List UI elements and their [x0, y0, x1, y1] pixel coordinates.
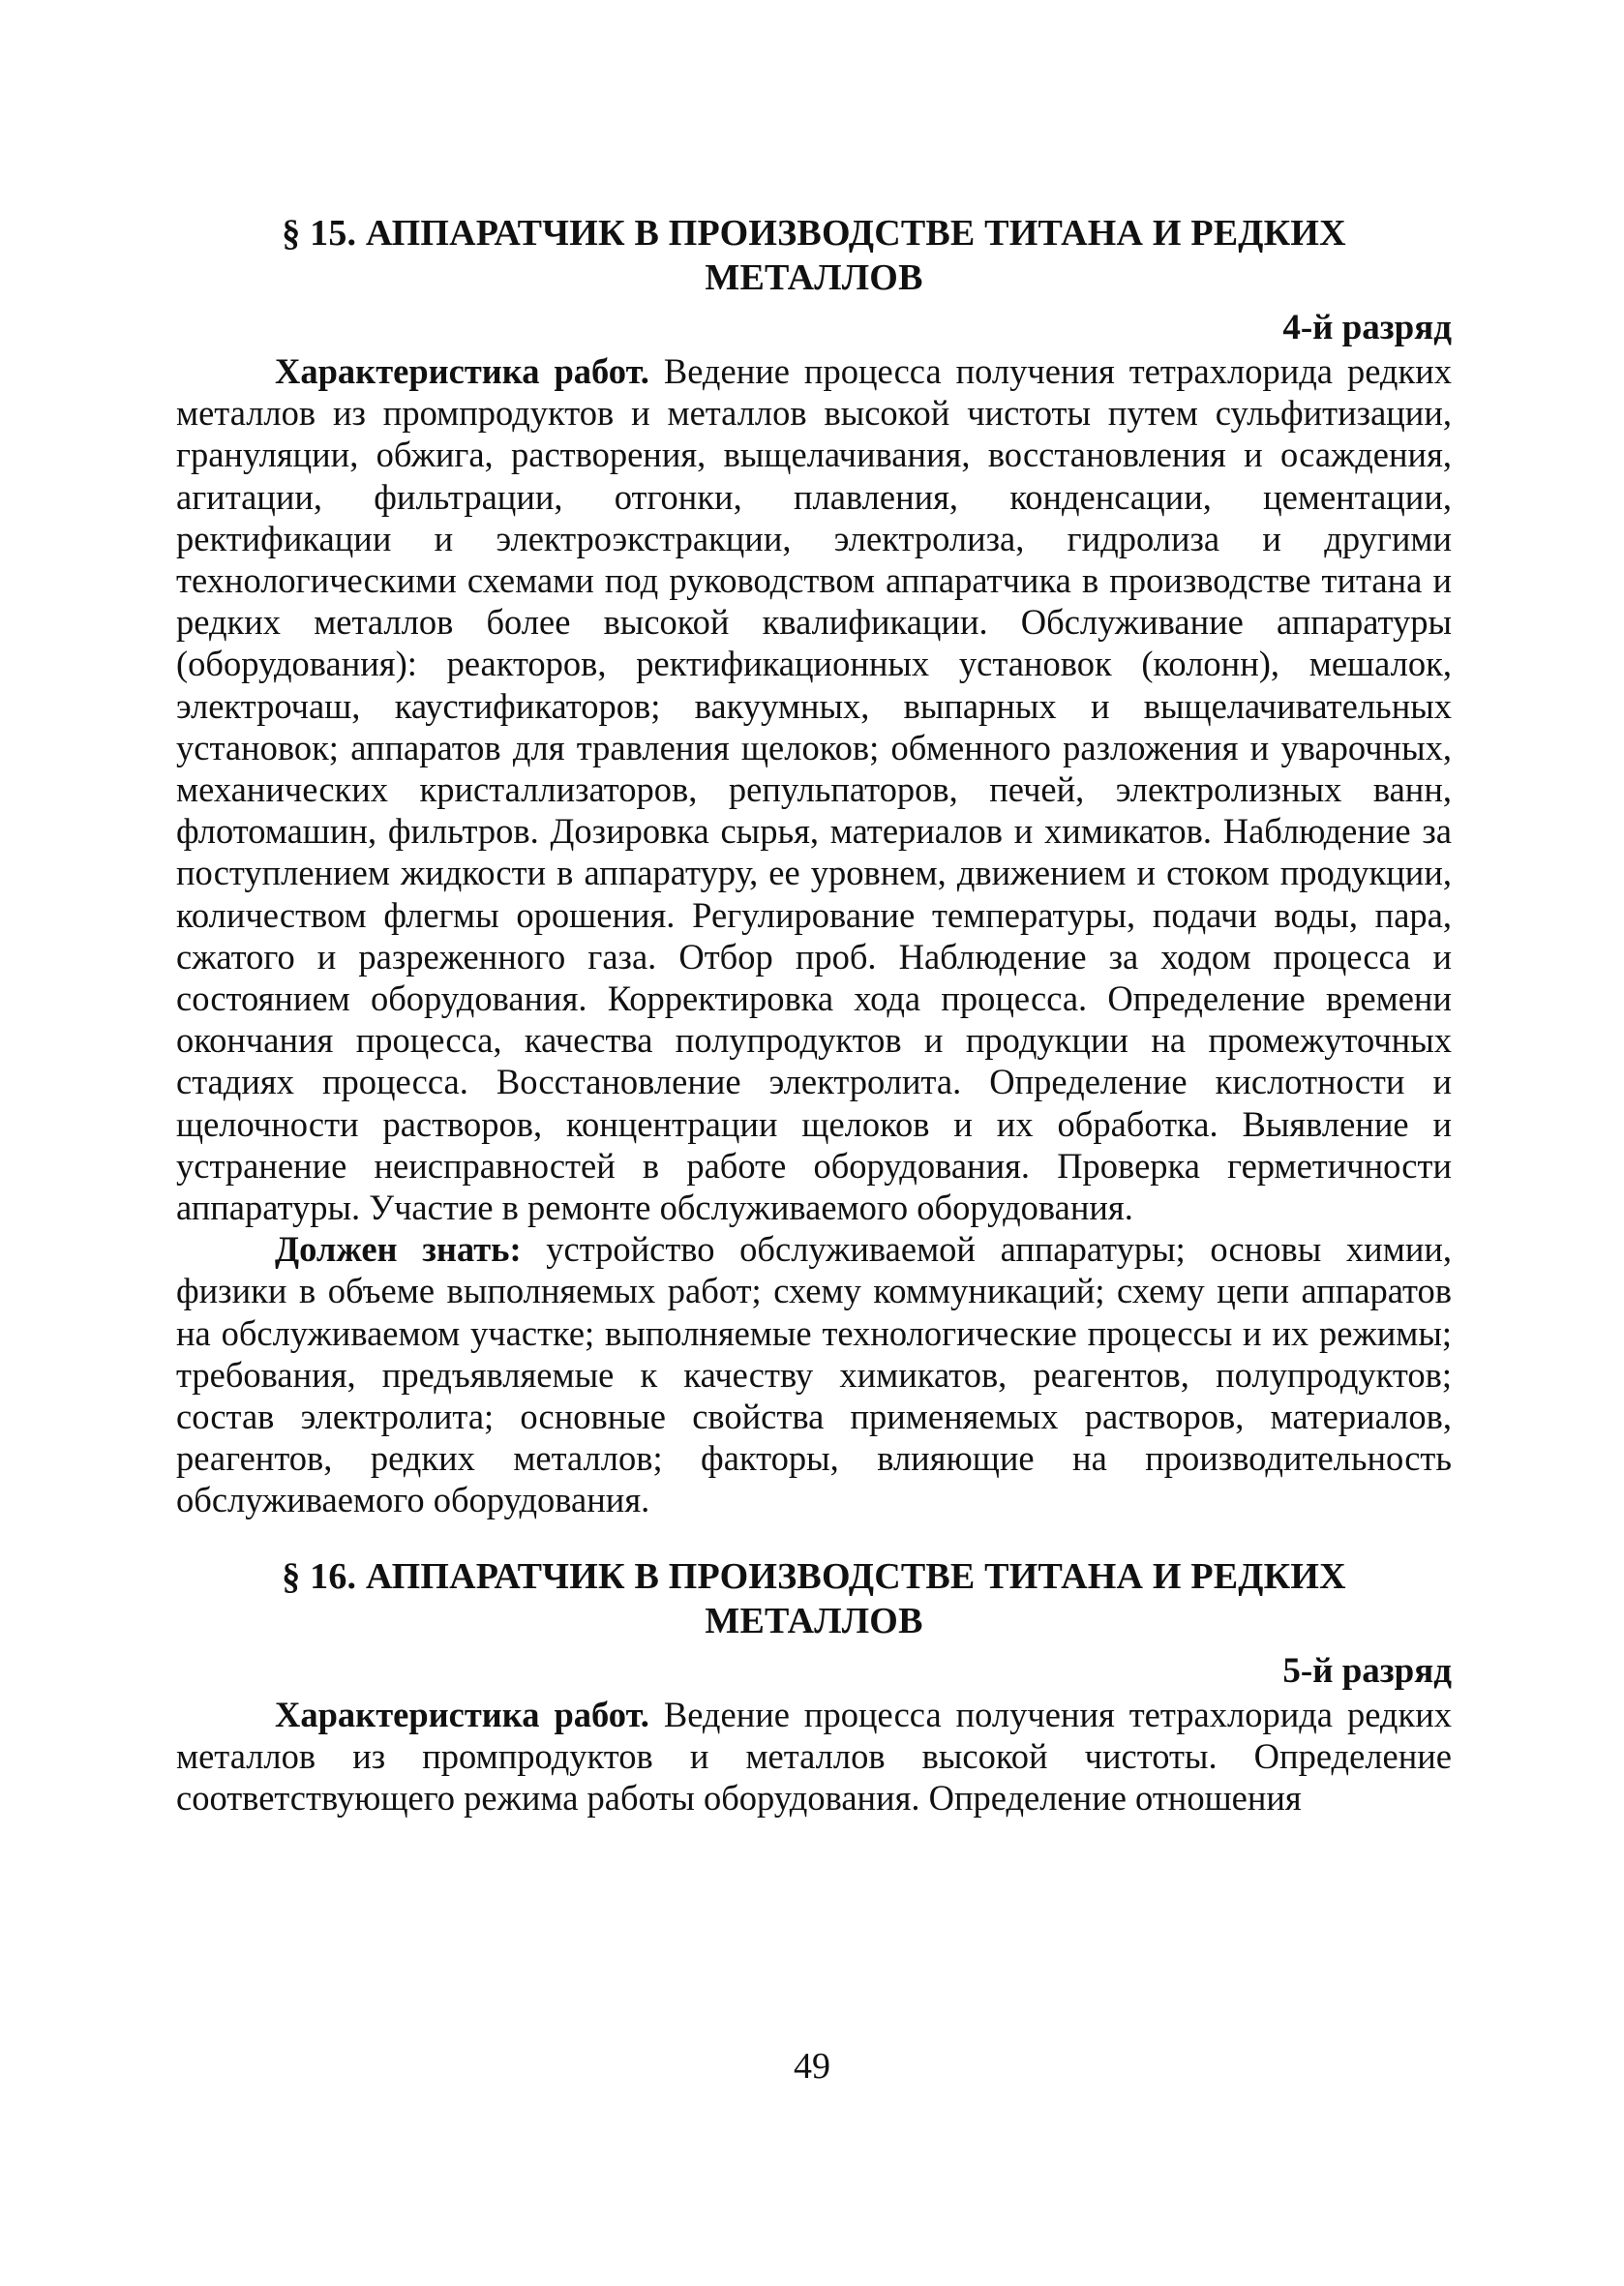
characteristic-label: Характеристика работ. [275, 351, 649, 391]
characteristic-label: Характеристика работ. [275, 1694, 649, 1734]
characteristic-text: Ведение процесса получения тетрахлорида редких металлов из промпродуктов и металлов высокой чистоты. Определение соответствующего режима работы оборудования. Определение отношения [176, 1694, 1453, 1819]
section-title-line2: МЕТАЛЛОВ [705, 257, 923, 298]
page-number: 49 [794, 2046, 830, 2087]
section-15 [176, 211, 1452, 1521]
knowledge-label: Должен знать: [275, 1229, 522, 1270]
section-title-line1: § 16. АППАРАТЧИК В ПРОИЗВОДСТВЕ ТИТАНА И РЕДКИХ [282, 1555, 1346, 1597]
page-content [176, 211, 1452, 1819]
section-16 [176, 1554, 1452, 1820]
section-title [176, 1554, 1452, 1643]
grade-label: 4-й разряд [1282, 308, 1452, 347]
knowledge-paragraph [176, 1228, 1452, 1520]
characteristic-paragraph [176, 1694, 1452, 1820]
section-title-line2: МЕТАЛЛОВ [705, 1600, 923, 1641]
grade-label: 5-й разряд [1282, 1650, 1452, 1691]
characteristic-paragraph [176, 350, 1452, 1228]
section-title-line1: § 15. АППАРАТЧИК В ПРОИЗВОДСТВЕ ТИТАНА И РЕДКИХ [282, 213, 1346, 254]
section-title [176, 211, 1452, 300]
characteristic-text: Ведение процесса получения тетрахлорида редких металлов из промпродуктов и металлов высокой чистоты путем сульфитизации, грануляции, обжига, растворения, выщелачивания, восстановления и осаждения, агитации, фильтрации, отгонки, плавления, конденсации, цементации, ректификации и электроэкстракции, электролиза, гидролиза и другими технологическими схемами под руководством аппаратчика в производстве титана и редких металлов более высокой квалификации. Обслуживание аппаратуры (оборудования): реакторов, ректификационных установок (колонн), мешалок, электрочаш, каустификаторов; вакуумных, выпарных и выщелачивательных установок; аппаратов для травления щелоков; обменного разложения и уварочных, механических кристаллизаторов, репульпаторов, печей, электролизных ванн, флотомашин, фильтров. Дозировка сырья, материалов и химикатов. Наблюдение за поступлением жидкости в аппаратуру, ее уровнем, движением и стоком продукции, количеством флегмы орошения. Регулирование температуры, подачи воды, пара, сжатого и разреженного газа. Отбор проб. Наблюдение за ходом процесса и состоянием оборудования. Корректировка хода процесса. Определение времени окончания процесса, качества полупродуктов и продукции на промежуточных стадиях процесса. Восстановление электролита. Определение кислотности и щелочности растворов, концентрации щелоков и их обработка. Выявление и устранение неисправностей в работе оборудования. Проверка герметичности аппаратуры. Участие в ремонте обслуживаемого оборудования. [176, 351, 1453, 1228]
knowledge-text: устройство обслуживаемой аппаратуры; основы химии, физики в объеме выполняемых работ; схему коммуникаций; схему цепи аппаратов на обслуживаемом участке; выполняемые технологические процессы и их режимы; требования, предъявляемые к качеству химикатов, реагентов, полупродуктов; состав электролита; основные свойства применяемых растворов, материалов, реагентов, редких металлов; факторы, влияющие на производительность обслуживаемого оборудования. [176, 1229, 1453, 1520]
section-spacer [176, 1521, 1452, 1554]
